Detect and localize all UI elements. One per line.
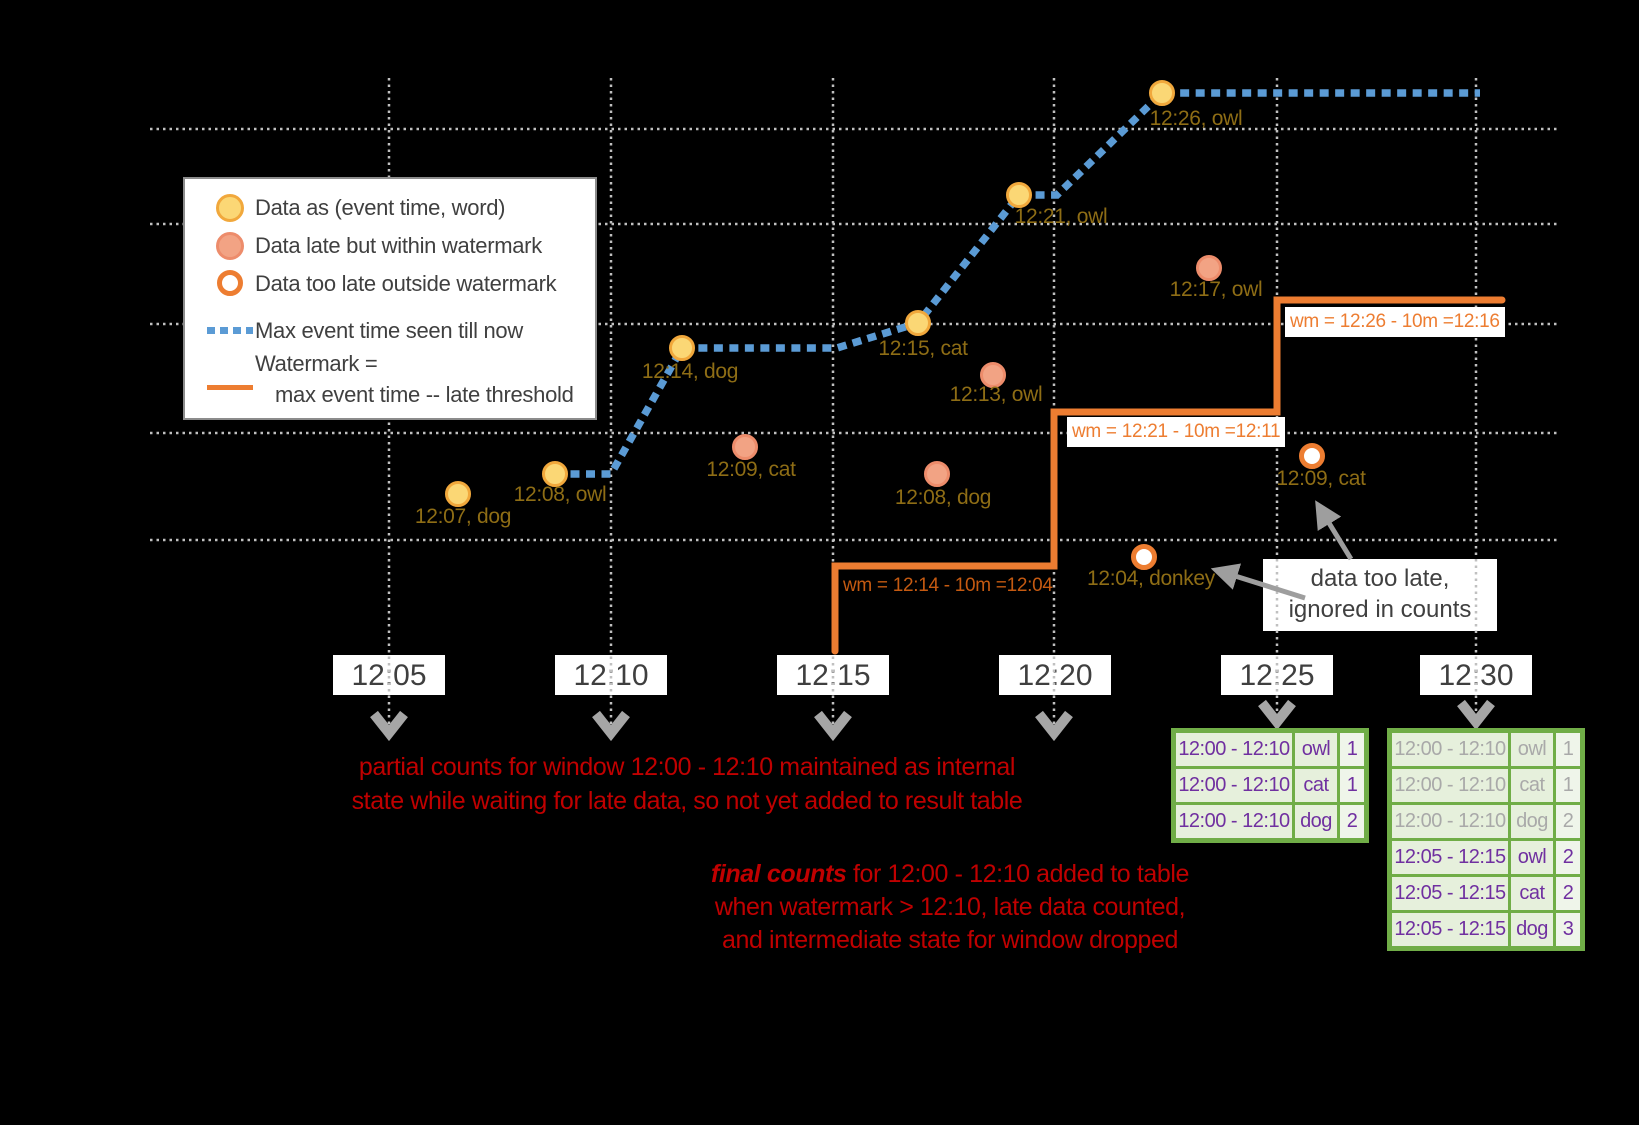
table-row	[1174, 768, 1367, 804]
legend-label-late: Data late but within watermark	[255, 233, 542, 258]
too-late-callout-line2: ignored in counts	[1288, 596, 1472, 623]
legend-on-time-dot-icon	[216, 194, 244, 222]
legend-label-max-event: Max event time seen till now	[255, 318, 523, 343]
cell-count: 1	[1339, 768, 1367, 804]
table-row	[1390, 768, 1583, 804]
point-label: 12:07, dog	[414, 505, 512, 528]
point-label: 12:15, cat	[878, 337, 968, 360]
time-label-12-05: 12:05	[333, 655, 445, 695]
point-label: 12:08, dog	[894, 486, 992, 509]
final-counts-note-line2: when watermark > 12:10, late data counted,	[714, 893, 1186, 921]
final-counts-line1-rest: for 12:00 - 12:10 added to table	[846, 860, 1190, 888]
partial-counts-note	[307, 750, 1067, 818]
too-late-callout-line1: data too late,	[1310, 565, 1450, 592]
point-label: 12:26, owl	[1149, 107, 1243, 130]
final-counts-emphasis: final counts	[710, 860, 847, 888]
cell-word: dog	[1294, 804, 1339, 841]
cell-count: 3	[1555, 912, 1583, 949]
partial-counts-note-line1: partial counts for window 12:00 - 12:10 maintained as internal	[358, 753, 1016, 781]
table-row	[1174, 731, 1367, 768]
legend-label-on-time: Data as (event time, word)	[255, 195, 506, 220]
point-label: 12:21, owl	[1014, 205, 1108, 228]
time-label-12-20: 12:20	[999, 655, 1111, 695]
time-label-12-15: 12:15	[777, 655, 889, 695]
table-row	[1390, 876, 1583, 912]
cell-window: 12:00 - 12:10	[1390, 731, 1510, 768]
data-point-on-time	[905, 310, 931, 336]
time-label-12-10: 12:10	[555, 655, 667, 695]
watermark-label-2: wm = 12:21 - 10m =12:11	[1067, 417, 1285, 447]
cell-window: 12:00 - 12:10	[1174, 731, 1294, 768]
point-label: 12:09, cat	[1276, 467, 1366, 490]
result-table-12-30	[1387, 728, 1585, 951]
cell-window: 12:05 - 12:15	[1390, 912, 1510, 949]
cell-count: 1	[1339, 731, 1367, 768]
point-label: 12:09, cat	[706, 458, 796, 481]
final-counts-note	[690, 858, 1210, 957]
point-label: 12:04, donkey	[1086, 567, 1216, 590]
legend-late-dot-icon	[216, 232, 244, 260]
cell-count: 1	[1555, 731, 1583, 768]
data-point-on-time	[1149, 80, 1175, 106]
cell-count: 2	[1555, 876, 1583, 912]
data-point-late	[732, 434, 758, 460]
cell-count: 2	[1555, 804, 1583, 840]
cell-window: 12:00 - 12:10	[1174, 768, 1294, 804]
cell-word: dog	[1510, 912, 1555, 949]
cell-word: owl	[1510, 840, 1555, 876]
time-label-12-30: 12:30	[1420, 655, 1532, 695]
legend-watermark-line-icon	[207, 385, 253, 390]
point-label: 12:17, owl	[1169, 278, 1263, 301]
cell-window: 12:05 - 12:15	[1390, 876, 1510, 912]
final-counts-note-line1	[690, 858, 1210, 891]
partial-counts-note-line2: state while waiting for late data, so not yet added to result table	[351, 787, 1023, 815]
result-table-12-25	[1171, 728, 1369, 843]
cell-count: 2	[1555, 840, 1583, 876]
legend-too-late-dot-icon	[217, 270, 243, 296]
cell-count: 2	[1339, 804, 1367, 841]
point-label: 12:14, dog	[641, 360, 739, 383]
legend-max-event-line-icon	[207, 327, 253, 334]
cell-word: dog	[1510, 804, 1555, 840]
data-point-on-time	[669, 335, 695, 361]
table-row	[1390, 731, 1583, 768]
point-label: 12:13, owl	[949, 383, 1043, 406]
point-label: 12:08, owl	[513, 483, 607, 506]
cell-word: cat	[1294, 768, 1339, 804]
legend-label-too-late: Data too late outside watermark	[255, 271, 557, 296]
time-label-12-25: 12:25	[1221, 655, 1333, 695]
legend-label-watermark: Watermark =	[255, 351, 378, 376]
table-row	[1390, 912, 1583, 949]
cell-word: cat	[1510, 876, 1555, 912]
data-point-on-time	[445, 481, 471, 507]
cell-word: cat	[1510, 768, 1555, 804]
data-point-late	[924, 461, 950, 487]
table-row	[1174, 804, 1367, 841]
table-row	[1390, 840, 1583, 876]
cell-word: owl	[1294, 731, 1339, 768]
table-row	[1390, 804, 1583, 840]
watermark-label-3: wm = 12:26 - 10m =12:16	[1285, 307, 1505, 337]
legend-label-watermark-2: max event time -- late threshold	[275, 382, 574, 407]
cell-window: 12:00 - 12:10	[1174, 804, 1294, 841]
data-point-too-late	[1299, 443, 1325, 469]
cell-window: 12:05 - 12:15	[1390, 840, 1510, 876]
watermark-label-1: wm = 12:14 - 10m =12:04	[843, 575, 1053, 596]
cell-count: 1	[1555, 768, 1583, 804]
legend	[183, 177, 597, 420]
final-counts-note-line3: and intermediate state for window dropped	[721, 926, 1179, 954]
max-event-time-line	[555, 93, 1480, 474]
cell-window: 12:00 - 12:10	[1390, 804, 1510, 840]
cell-window: 12:00 - 12:10	[1390, 768, 1510, 804]
cell-word: owl	[1510, 731, 1555, 768]
